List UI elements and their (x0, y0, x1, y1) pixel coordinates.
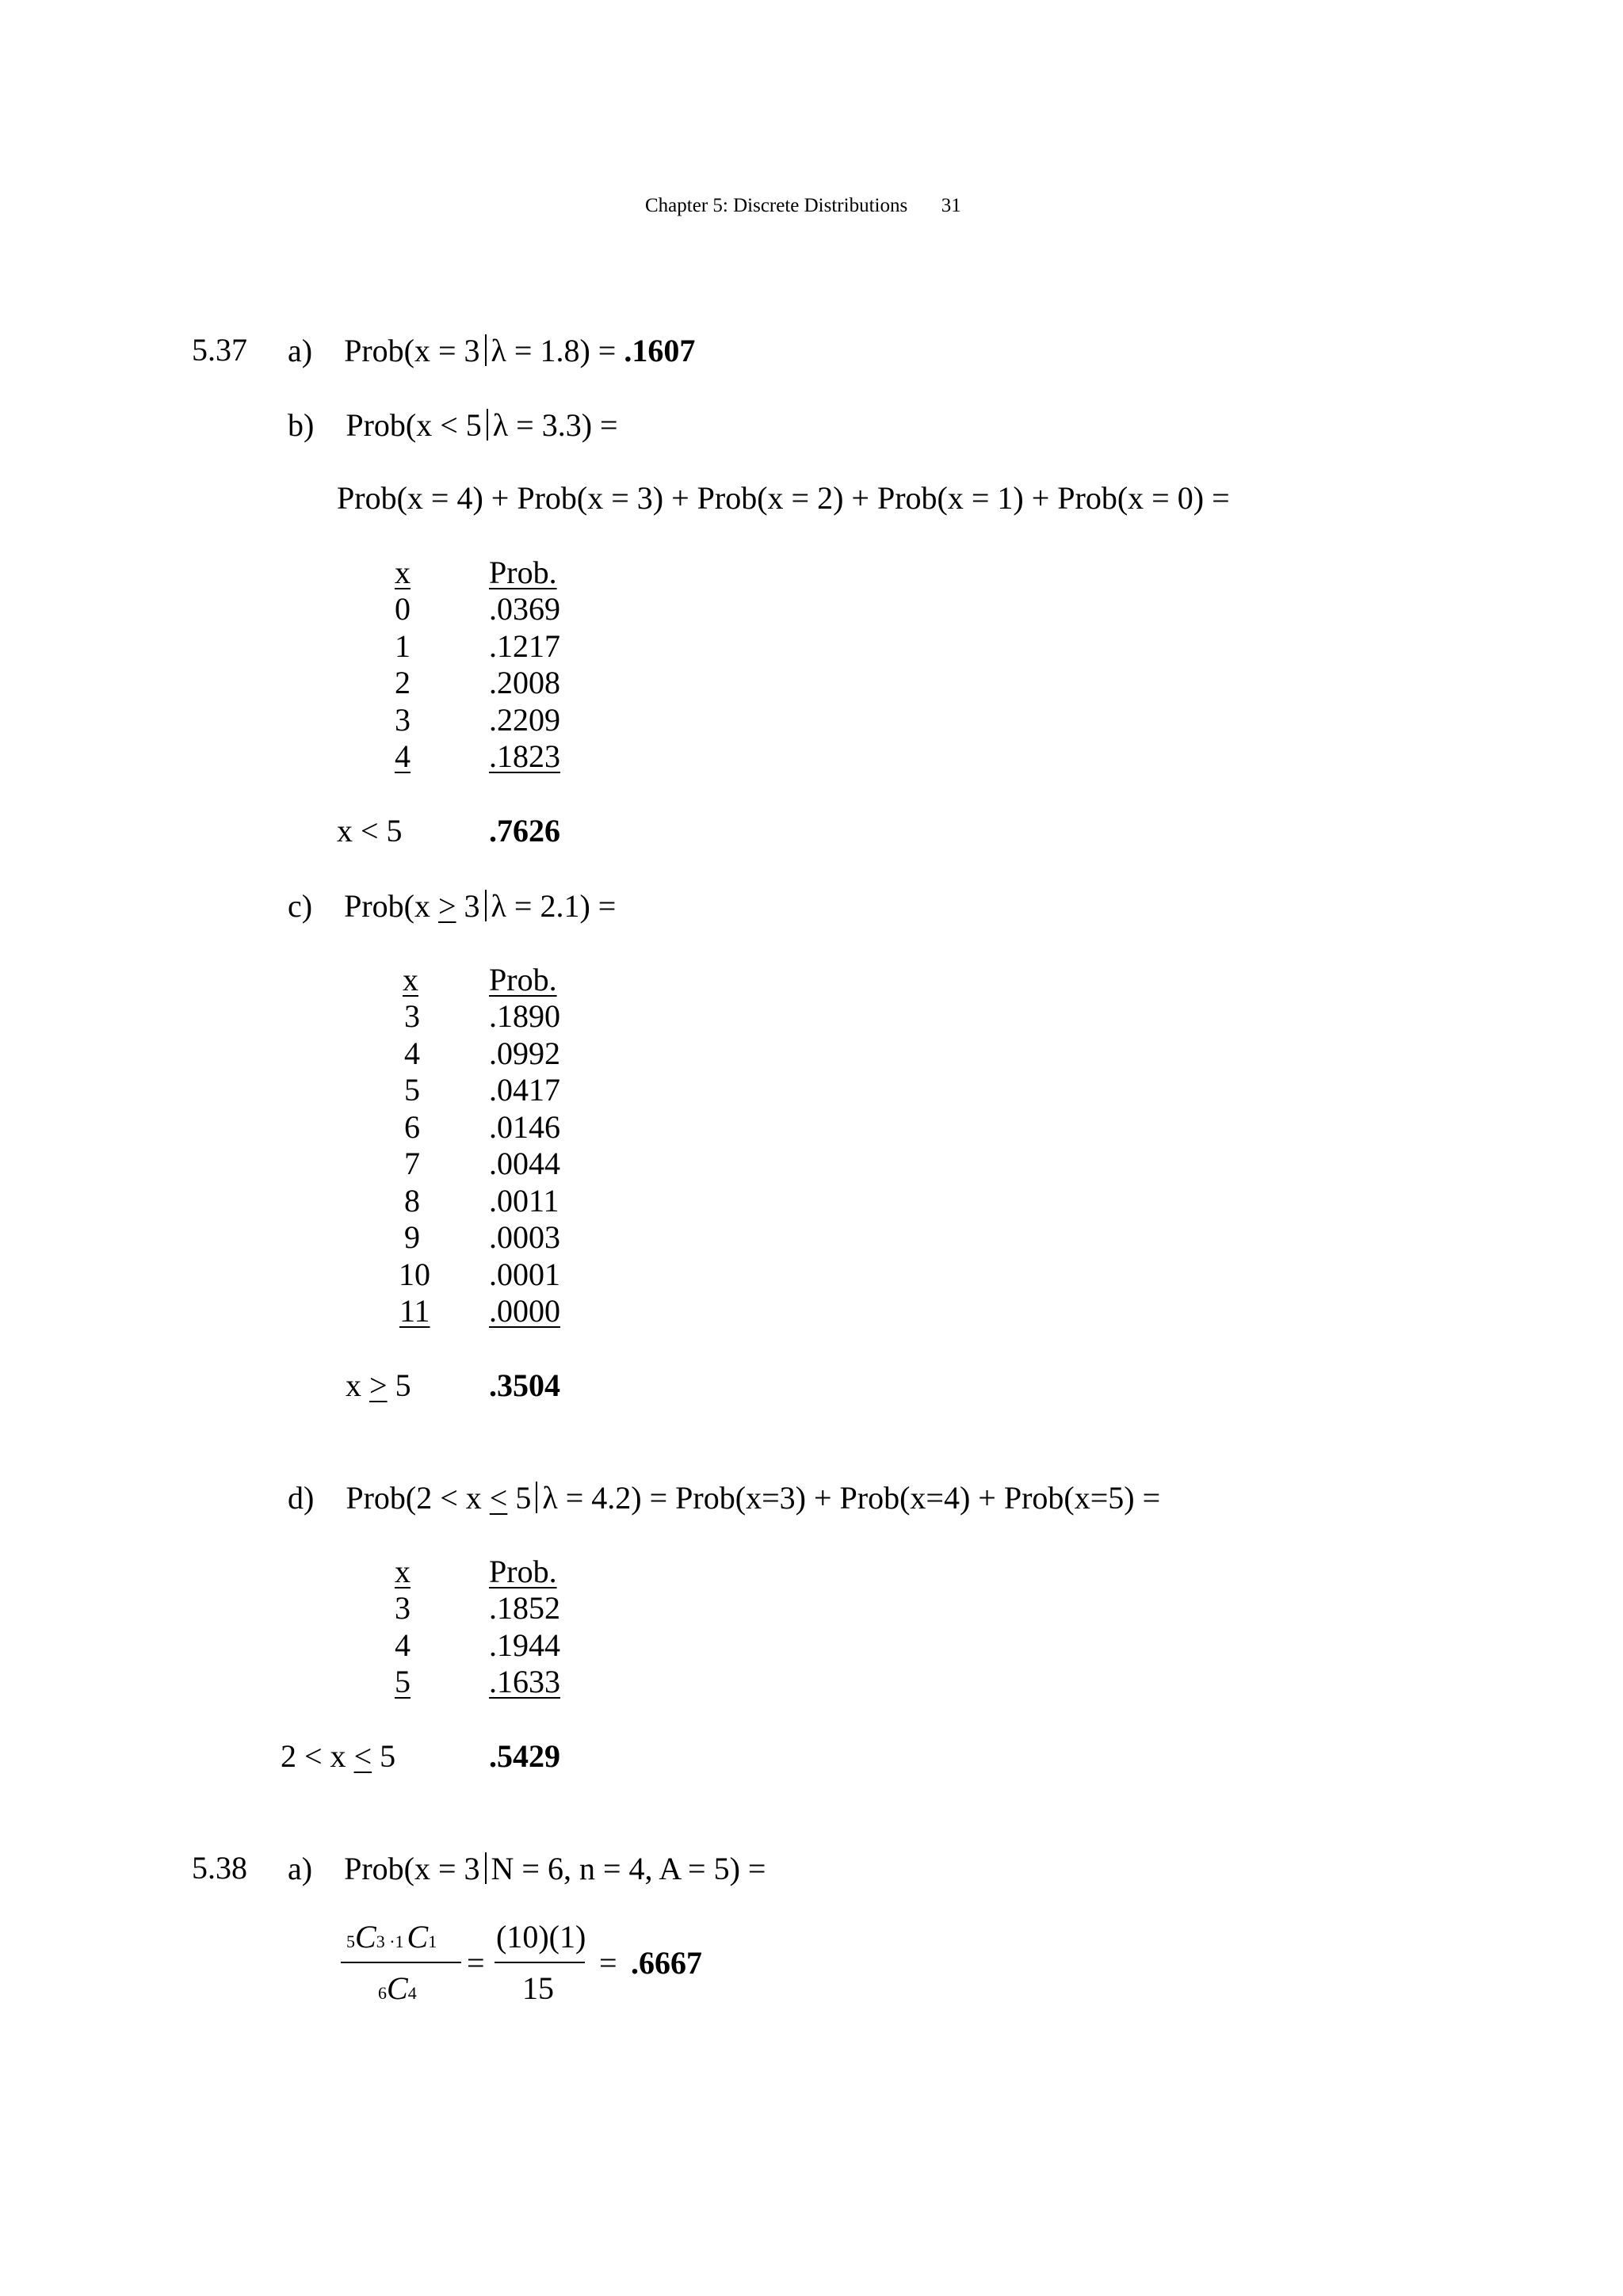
column-header-prob: Prob. (489, 555, 557, 590)
table-row-x: 5 (395, 1664, 411, 1699)
part-a-line (288, 1852, 766, 1885)
table-row-x: 9 (404, 1219, 420, 1255)
table-row-x: 8 (404, 1183, 420, 1219)
expression: Prob(x (344, 888, 438, 924)
table-row-x: 7 (404, 1146, 420, 1181)
table-row-x: 5 (404, 1072, 420, 1108)
total-label: 2 < x < 5 (281, 1738, 396, 1774)
part-b-line (288, 409, 618, 441)
part-c-line (288, 890, 616, 922)
total-value: .5429 (489, 1738, 560, 1774)
expression-given: λ = 2.1) = (491, 888, 617, 924)
fraction-numerator: (10)(1) (496, 1919, 586, 1955)
given-bar (485, 890, 487, 921)
table-row-prob: .1944 (489, 1627, 560, 1663)
table-row-prob: .0146 (489, 1109, 560, 1145)
ge-symbol: > (437, 888, 456, 924)
table-row-prob: .0417 (489, 1072, 560, 1108)
answer: .1607 (624, 333, 696, 368)
table-row-x: 4 (395, 738, 411, 774)
expression: 5 (507, 1480, 532, 1516)
table-row-x: 3 (395, 1590, 411, 1626)
answer: .6667 (631, 1945, 702, 1981)
expression-given: λ = 4.2) = Prob(x=3) + Prob(x=4) + Prob(x=5) = (542, 1480, 1161, 1516)
running-header (645, 196, 961, 215)
problem-number: 5.38 (192, 1850, 247, 1886)
table-row-x: 0 (395, 591, 411, 627)
table-row-prob: .2008 (489, 665, 560, 700)
expression-given: λ = 1.8) = (491, 333, 624, 368)
column-header-x: x (395, 1554, 411, 1589)
expression: Prob(x < 5 (346, 407, 482, 443)
chapter-title: Chapter 5: Discrete Distributions (645, 195, 908, 216)
table-row-prob: .0003 (489, 1219, 560, 1255)
table-row-prob: .1852 (489, 1590, 560, 1626)
table-row-prob: .0992 (489, 1035, 560, 1071)
part-label: a) (288, 333, 313, 368)
page-number: 31 (941, 195, 961, 216)
expression-given: N = 6, n = 4, A = 5) = (491, 1851, 766, 1886)
table-row-prob: .1217 (489, 628, 560, 664)
expression-given: λ = 3.3) = (492, 407, 618, 443)
table-row-x: 10 (399, 1257, 430, 1292)
part-label: b) (288, 407, 315, 443)
column-header-prob: Prob. (489, 962, 557, 997)
column-header-x: x (395, 555, 411, 590)
given-bar (536, 1482, 537, 1513)
given-bar (485, 334, 487, 366)
column-header-prob: Prob. (489, 1554, 557, 1589)
part-label: d) (288, 1480, 315, 1516)
ge-symbol: > (369, 1367, 388, 1403)
column-header-x: x (403, 962, 418, 997)
table-row-x: 2 (395, 665, 411, 700)
total-value: .3504 (489, 1367, 560, 1403)
table-row-x: 11 (399, 1293, 430, 1329)
table-row-prob: .0000 (489, 1293, 560, 1329)
fraction-bar (341, 1962, 461, 1963)
table-row-x: 3 (404, 998, 420, 1034)
combination-denominator: 6C4 (378, 1970, 417, 2006)
expression: 3 (456, 888, 480, 924)
expression: Prob(x = 3 (344, 1851, 480, 1886)
table-row-prob: .1633 (489, 1664, 560, 1699)
problem-number: 5.37 (192, 332, 247, 368)
table-row-x: 4 (395, 1627, 411, 1663)
equals-sign: = (599, 1945, 617, 1981)
part-d-line (288, 1482, 1160, 1514)
part-a-line (288, 334, 695, 367)
table-row-x: 3 (395, 702, 411, 738)
table-row-prob: .0044 (489, 1146, 560, 1181)
table-row-prob: .0011 (489, 1183, 559, 1219)
part-label: a) (288, 1851, 313, 1886)
table-row-x: 6 (404, 1109, 420, 1145)
total-label: x > 5 (346, 1367, 411, 1403)
part-label: c) (288, 888, 313, 924)
fraction-denominator: 15 (522, 1970, 554, 2006)
table-row-prob: .2209 (489, 702, 560, 738)
le-symbol: < (489, 1480, 508, 1516)
table-row-x: 4 (404, 1035, 420, 1071)
sum-line: Prob(x = 4) + Prob(x = 3) + Prob(x = 2) + Prob(x = 1) + Prob(x = 0) = (337, 480, 1230, 516)
table-row-prob: .1890 (489, 998, 560, 1034)
given-bar (487, 409, 488, 441)
table-row-prob: .1823 (489, 738, 560, 774)
expression: Prob(x = 3 (344, 333, 480, 368)
total-value: .7626 (489, 813, 560, 849)
combination-numerator: 5C3 ·1 C1 (346, 1919, 437, 1955)
table-row-prob: .0001 (489, 1257, 560, 1292)
expression: Prob(2 < x (346, 1480, 490, 1516)
fraction-bar (495, 1962, 585, 1963)
total-label: x < 5 (337, 813, 403, 849)
table-row-x: 1 (395, 628, 411, 664)
equals-sign: = (467, 1945, 485, 1981)
le-symbol: < (353, 1738, 372, 1774)
given-bar (485, 1852, 487, 1884)
table-row-prob: .0369 (489, 591, 560, 627)
